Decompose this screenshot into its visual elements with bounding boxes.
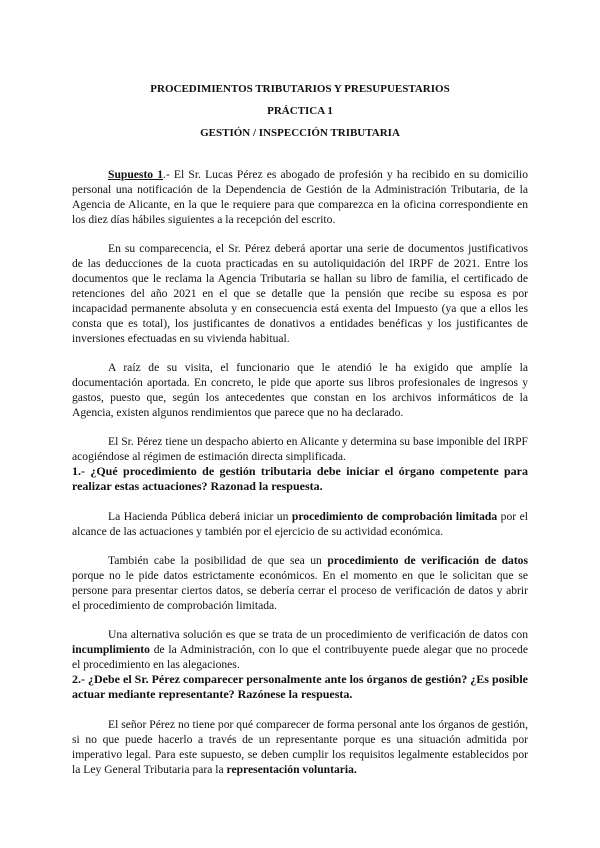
answer-2-p1-bold: representación voluntaria. — [226, 763, 357, 776]
document-subtitle: GESTIÓN / INSPECCIÓN TRIBUTARIA — [200, 127, 400, 139]
case-label: Supuesto 1 — [108, 168, 164, 181]
answer-2-p1-pre: El señor Pérez no tiene por qué comparecer de forma personal ante los órganos de gestión, si no que puede hacerlo a través de un representante porque es una situación admitida por imperativo legal. Para este supuesto, se deben cumplir los requisitos legalmente establecidos por la Ley General Tributaria para la — [72, 718, 528, 776]
case-paragraph-2: En su comparecencia, el Sr. Pérez deberá aportar una serie de documentos justificativos de las deducciones de la cuota practicadas en su autoliquidación del IRPF de 2021. Entre los documentos que le reclama la Agencia Tributaria se hallan su libro de familia, el certificado de retenciones del año 2021 en el que se detalle que la pensión que recibe su esposa es por incapacidad permanente absoluta y en consecuencia está exenta del Impuesto (ya que a ellos les consta que es total), los justificantes de donativos a entidades benéficas y los justificantes de inversiones efectuadas en su vivienda habitual. — [72, 242, 528, 345]
case-paragraph-3: A raíz de su visita, el funcionario que le atendió le ha exigido que amplíe la documentación aportada. En concreto, le pide que aporte sus libros profesionales de ingresos y gastos, puesto que, según los antecedentes que constan en los archivos informáticos de la Agencia, existen algunos rendimientos que parece que no ha declarado. — [72, 361, 528, 419]
case-paragraph-1-text: .- El Sr. Lucas Pérez es abogado de profesión y ha recibido en su domicilio personal una notificación de la Dependencia de Gestión de la Administración Tributaria, de la Agencia de Alicante, en la que le requiere para que comparezca en la oficina correspondiente en los diez días hábiles siguientes a la recepción del escrito. — [72, 168, 529, 226]
answer-1-p2-pre: También cabe la posibilidad de que sea un — [108, 554, 328, 567]
answer-1-p2-bold: procedimiento de verificación de datos — [327, 554, 528, 567]
document-title: PROCEDIMIENTOS TRIBUTARIOS Y PRESUPUESTARIOS — [150, 83, 450, 95]
question-2: 2.- ¿Debe el Sr. Pérez comparecer personalmente ante los órganos de gestión? ¿Es posible actuar mediante representante? Razónese la respuesta. — [72, 672, 528, 701]
answer-1-p2-post: porque no le pide datos estrictamente económicos. En el momento en que le solicitan que se persone para presentar ciertos datos, se debería cerrar el proceso de verificación de datos y abrir el procedimiento de comprobación limitada. — [72, 569, 528, 612]
question-1: 1.- ¿Qué procedimiento de gestión tributaria debe iniciar el órgano competente para realizar estas actuaciones? Razonad la respuesta. — [72, 464, 528, 493]
practice-number: PRÁCTICA 1 — [267, 105, 333, 117]
case-paragraph-1 — [72, 167, 528, 227]
answer-1-p1-post: por el alcance de las actuaciones y también por el ejercicio de su actividad económica. — [72, 510, 528, 538]
answer-1-p1-bold: procedimiento de comprobación limitada — [291, 510, 498, 523]
answer-1-p3-bold: incumplimiento — [72, 643, 150, 656]
answer-1-p3-post: de la Administración, con lo que el contribuyente puede alegar que no procede el procedimiento en las alegaciones. — [72, 643, 528, 671]
answer-1-paragraph-3 — [72, 627, 528, 672]
answer-1-p1-pre: La Hacienda Pública deberá iniciar un — [108, 510, 292, 523]
case-paragraph-4: El Sr. Pérez tiene un despacho abierto en Alicante y determina su base imponible del IRPF acogiéndose al régimen de estimación directa simplificada. — [72, 435, 528, 463]
answer-1-paragraph-1 — [72, 509, 528, 539]
answer-2-paragraph-1 — [72, 717, 528, 777]
answer-1-p3-pre: Una alternativa solución es que se trata de un procedimiento de verificación de datos con — [108, 628, 528, 641]
answer-1-paragraph-2 — [72, 553, 528, 613]
